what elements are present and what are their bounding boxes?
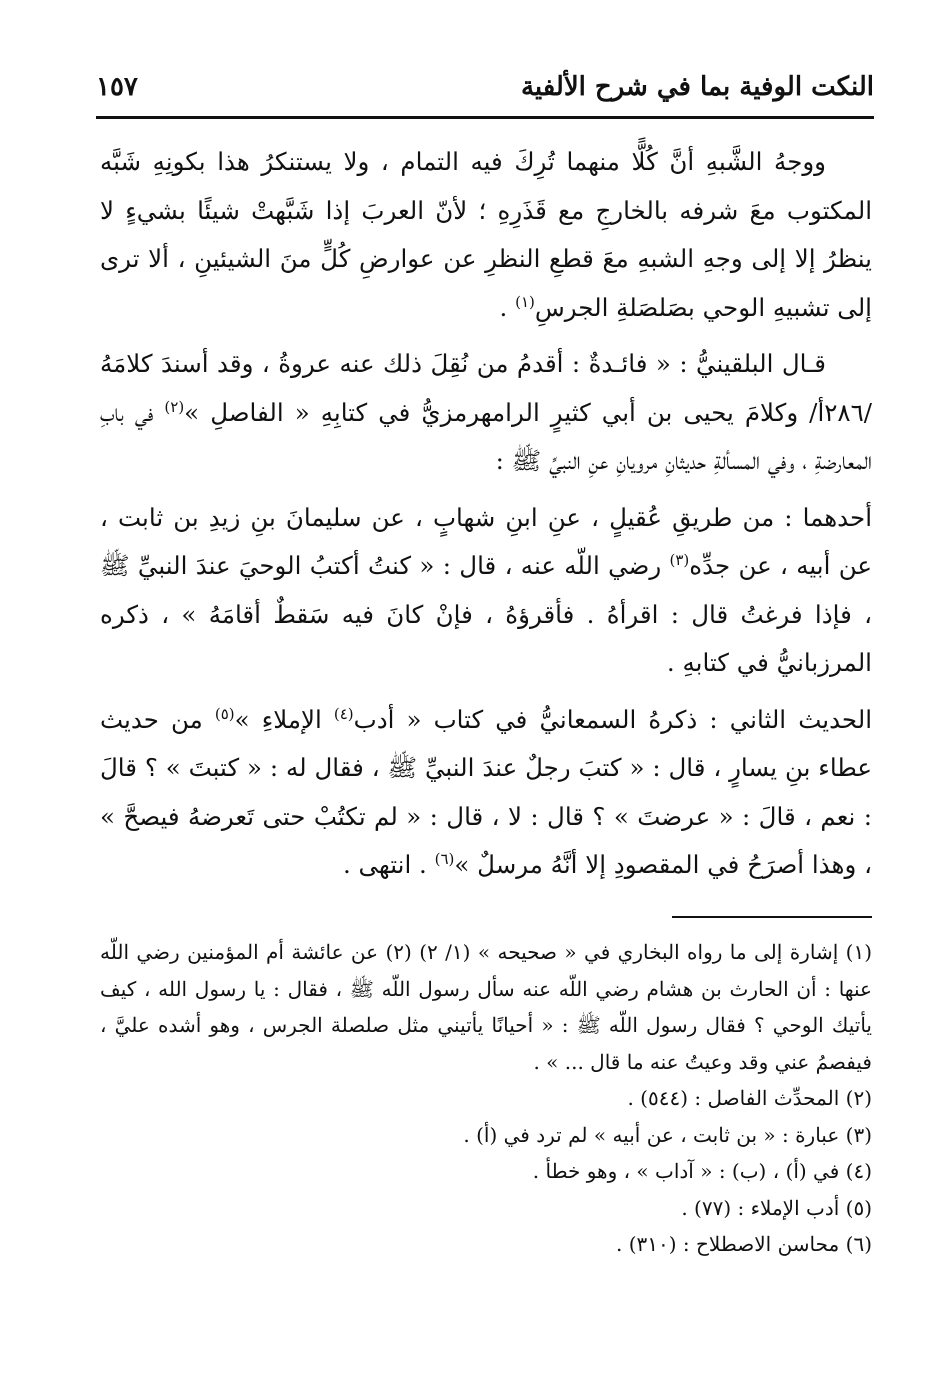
running-header: [96, 62, 874, 112]
footnote-2: (٢) المحدِّث الفاصل : (٥٤٤) .: [627, 1086, 872, 1110]
paragraph-1-end: .: [499, 292, 516, 322]
paragraph-3-text-a: أحدهما : من طريقِ عُقيلٍ ، عنِ ابنِ شهابٍ ، عن سليمانَ بنِ زيدِ بن ثابت ، عن أبيه ، عن جدِّه: [100, 502, 873, 580]
running-title: النكت الوفية بما في شرح الألفية: [520, 72, 874, 102]
paragraph-3-text-b: رضي اللّه عنه ، قال : « كنتُ أكتبُ الوحيَ عندَ النبيِّ ﷺ ، فإذا فرغتُ قال : اقرأهُ . فأقرؤهُ ، فإنْ كانَ فيه سَقطٌ أقامَهُ » ، ذكره المرزبانيُّ في كتابهِ .: [100, 551, 872, 677]
paragraph-3: [100, 494, 872, 688]
paragraph-4-text-d: . انتهى .: [342, 850, 435, 879]
paragraph-4: [100, 696, 872, 890]
page-number: ١٥٧: [96, 72, 138, 102]
footnote-4: (٤) في (أ) ، (ب) : « آداب » ، وهو خطأ .: [532, 1159, 872, 1183]
footnote-3: (٣) عبارة : « بن ثابت ، عن أبيه » لم ترد في (أ) .: [463, 1122, 872, 1147]
footnote-ref-6: (٦): [434, 849, 455, 868]
paragraph-4-text-c: من حديث عطاء بنِ يسارٍ ، قال : « كتبَ رجلٌ عندَ النبيِّ ﷺ ، فقال له : « كتبتَ » ؟ قالَ : نعم ، قالَ : « عرضتَ » ؟ قال : لا ، قال : « لم تكتُبْ حتى تَعرضهُ فيصحَّ » ، وهذا أصرَحُ في المقصودِ إلا أنَّهُ مرسلٌ »: [100, 704, 872, 879]
footnote-ref-3: (٣): [669, 550, 690, 569]
footnote-6: (٦) محاسن الاصطلاح : (٣١٠) .: [616, 1232, 872, 1256]
paragraph-1-text: ووجهُ الشَّبهِ أنَّ كُلًّا منهما تُرِكَ فيه التمام ، ولا يستنكرُ هذا بكونِهِ شَبَّه المكتوب معَ شرفه بالخارجِ مع قَذَرِهِ ؛ لأنّ العربَ إذا شَبَّهتْ شيئًا بشيءٍ لا ينظرُ إلا إلى وجهِ الشبهِ معَ قطعِ النظرِ عن عوارضِ كُلٍّ منَ الشيئينِ ، ألا ترى إلى تشبيهِ الوحي بصَلصَلةِ الجرسِ: [100, 147, 872, 322]
footnote-ref-4: (٤): [333, 704, 354, 723]
main-text: [100, 138, 872, 898]
paragraph-2: [100, 340, 872, 486]
footnotes: [100, 934, 872, 1263]
footnote-1: (١) إشارة إلى ما رواه البخاري في « صحيحه » (١/ ٢) (٢) عن عائشة أم المؤمنين رضي اللّه عنها : أن الحارث بن هشام رضي اللّه عنه سأل رسول اللّه ﷺ ، فقال : يا رسول الله ، كيف يأتيك الوحي ؟ فقال رسول اللّه ﷺ : « أحيانًا يأتيني مثل صلصلة الجرس ، وهو أشده عليَّ ، فيفصمُ عني وقد وعيتُ عنه ما قال ... » .: [100, 940, 873, 1074]
footnote-5: (٥) أدب الإملاء : (٧٧) .: [681, 1195, 872, 1220]
footnote-ref-1: (١): [515, 292, 535, 311]
footnote-ref-5: (٥): [214, 704, 235, 723]
paragraph-4-text-a: الحديث الثاني : ذكرهُ السمعانيُّ في كتاب « أدب: [353, 704, 873, 734]
paragraph-2-text-a: قـال البلقينيُّ : « فائـدةٌ : أقدمُ من نُقِلَ ذلك عنه عروةُ ، وقد أسندَ كلامَهُ /٢٨٦أ/ وكلامَ يحيى بن أبي كثيرٍ الرامهرمزيُّ في كتابِهِ « الفاصلِ »: [100, 349, 872, 427]
footnote-ref-2: (٢): [164, 397, 185, 416]
paragraph-1: [100, 138, 872, 332]
header-rule: [96, 116, 874, 119]
footnote-separator: [672, 916, 872, 918]
paragraph-4-text-b: الإملاءِ »: [234, 704, 334, 734]
paragraph-2-text-b: في بابِ المعارضةِ ، وفي المسألةِ حديثانِ مرويانِ عنِ النبيِّ ﷺ :: [100, 397, 872, 475]
